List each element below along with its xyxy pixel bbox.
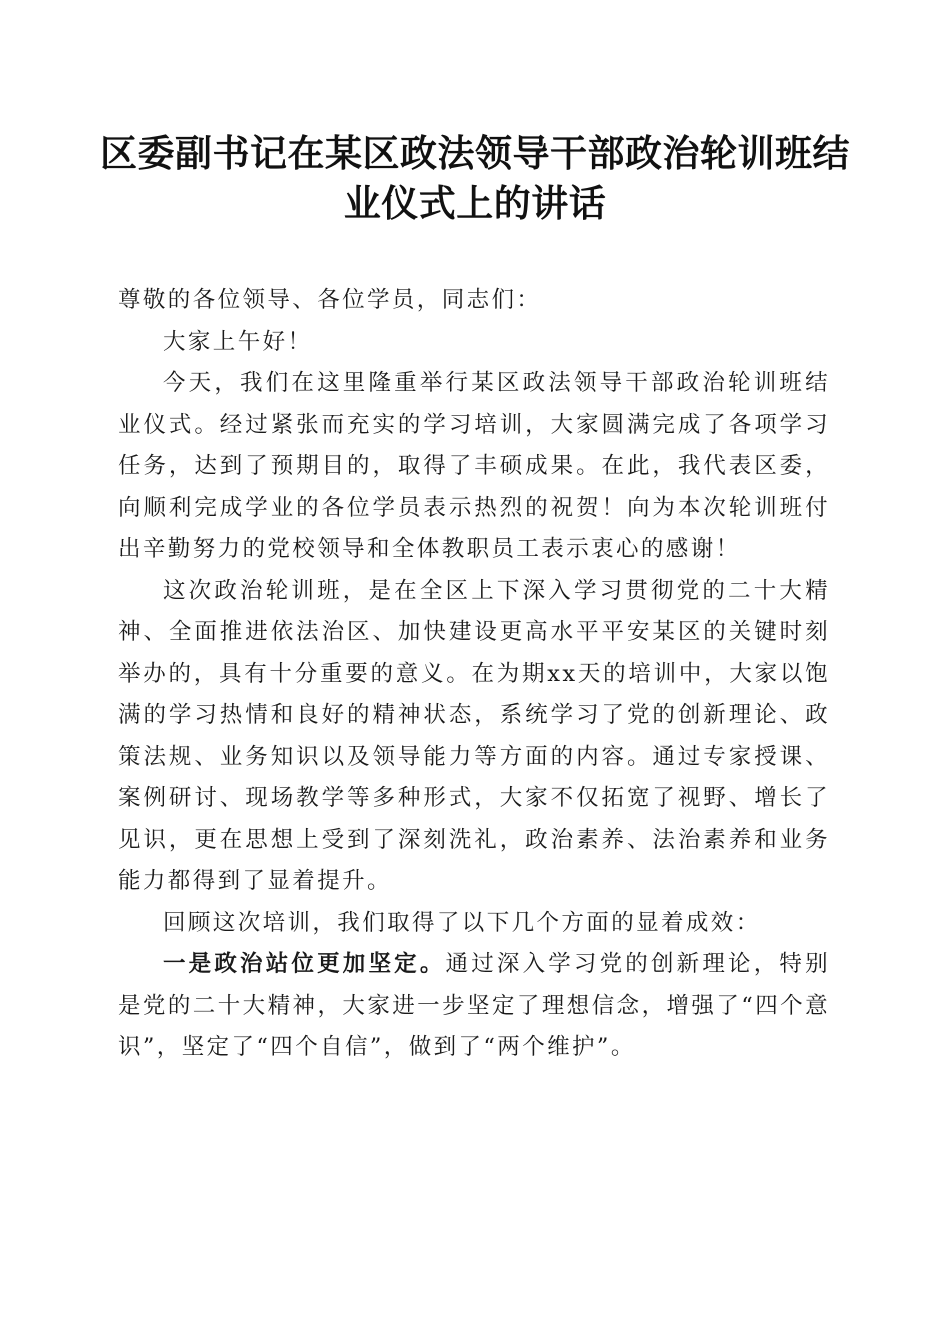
point-one-text: 通过深入学习党的创新理论，特别是党的二十大精神，大家进一步坚定了理想信念，增强了“四个意识”，坚定了“四个自信”，做到了“两个维护”。 [118, 951, 830, 1060]
paragraph-point-one [118, 944, 830, 1069]
salutation: 尊敬的各位领导、各位学员，同志们： [118, 287, 542, 313]
paragraph-review: 回顾这次培训，我们取得了以下几个方面的显着成效： [163, 909, 761, 936]
document-title: 区委副书记在某区政法领导干部政治轮训班结业仪式上的讲话 [100, 131, 850, 225]
point-one-heading: 一是政治站位更加坚定。 [163, 951, 446, 977]
paragraph-significance: 这次政治轮训班，是在全区上下深入学习贯彻党的二十大精神、全面推进依法治区、加快建设更高水平平安某区的关键时刻举办的，具有十分重要的意义。在为期xx天的培训中，大家以饱满的学习热情和良好的精神状态，系统学习了党的创新理论、政策法规、业务知识以及领导能力等方面的内容。通过专家授课、案例研讨、现场教学等多种形式，大家不仅拓宽了视野、增长了见识，更在思想上受到了深刻洗礼，政治素养、法治素养和业务能力都得到了显着提升。 [118, 577, 830, 894]
paragraph-opening: 今天，我们在这里隆重举行某区政法领导干部政治轮训班结业仪式。经过紧张而充实的学习培训，大家圆满完成了各项学习任务，达到了预期目的，取得了丰硕成果。在此，我代表区委，向顺利完成学业的各位学员表示热烈的祝贺！向为本次轮训班付出辛勤努力的党校领导和全体教职员工表示衷心的感谢！ [118, 370, 830, 562]
document-body [118, 280, 830, 1069]
paragraph-greeting: 大家上午好！ [163, 328, 313, 355]
